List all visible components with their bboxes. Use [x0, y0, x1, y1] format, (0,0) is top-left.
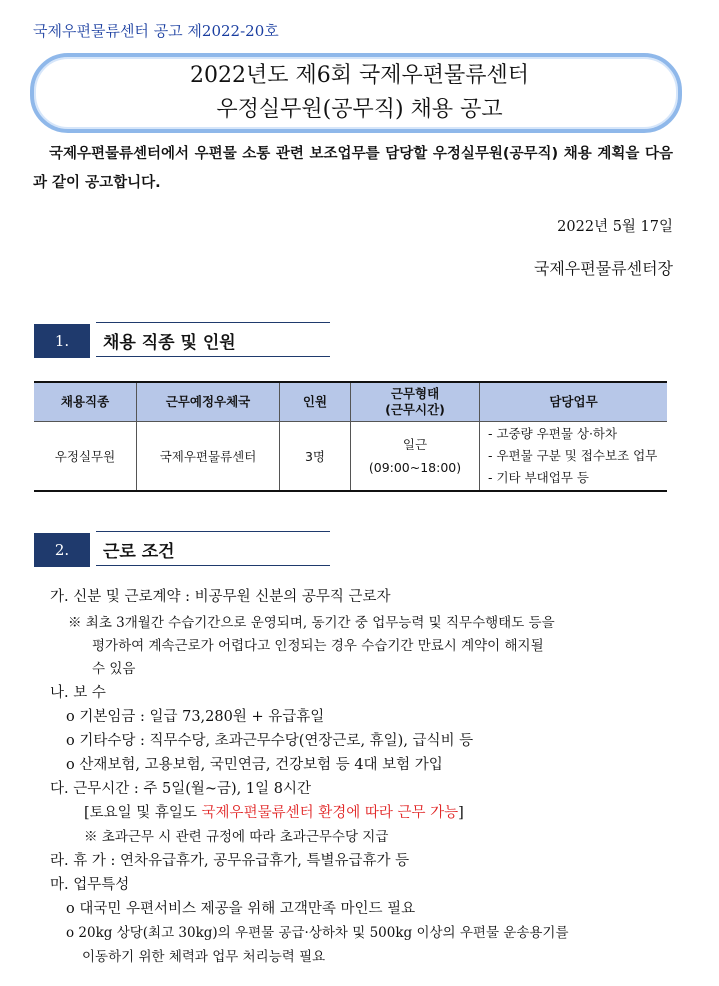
item-na: 나. 보 수	[50, 685, 106, 701]
title-line-1: 2022년도 제6회 국제우편물류센터	[190, 63, 529, 88]
notice-number: 국제우편물류센터 공고 제2022-20호	[33, 22, 279, 40]
header-duties: 담당업무	[480, 382, 668, 422]
cell-job: 우정실무원	[34, 422, 137, 492]
item-ra: 라. 휴 가 : 연차유급휴가, 공무유급휴가, 특별유급휴가 등	[50, 853, 410, 869]
pay-base: o 기본임금 : 일급 73,280원 + 유급휴일	[66, 709, 325, 725]
issuer: 국제우편물류센터장	[533, 259, 673, 278]
section-2-rule-top	[96, 531, 330, 532]
cell-work-type	[351, 422, 480, 492]
item-da: 다. 근무시간 : 주 5일(월~금), 1일 8시간	[50, 781, 311, 797]
header-work-type-line1: 근무형태	[390, 386, 440, 401]
header-work-type-line2: (근무시간)	[385, 402, 445, 417]
cell-work-hours: (09:00~18:00)	[368, 460, 462, 475]
announcement-date: 2022년 5월 17일	[557, 219, 673, 235]
section-1-title: 채용 직종 및 인원	[103, 333, 236, 353]
item-ga: 가. 신분 및 근로계약 : 비공무원 신분의 공무직 근로자	[50, 589, 391, 605]
cell-count: 3명	[280, 422, 351, 492]
work-trait-1: o 대국민 우편서비스 제공을 위해 고객만족 마인드 필요	[66, 901, 416, 917]
note-probation-3: 수 있음	[92, 661, 136, 677]
note-probation-2: 평가하여 계속근로가 어렵다고 인정되는 경우 수습기간 만료시 계약이 해지될	[92, 638, 544, 654]
recruitment-table	[34, 381, 667, 492]
section-2-number: 2.	[34, 533, 90, 567]
duty-item: - 고중량 우편물 상·하차	[488, 426, 618, 441]
section-1-number: 1.	[34, 324, 90, 358]
weekend-note-highlight: 국제우편물류센터 환경에 따라 근무 가능	[201, 805, 459, 821]
title-line-2: 우정실무원(공무직) 채용 공고	[216, 97, 503, 122]
section-1-rule-bottom	[96, 356, 330, 357]
header-job: 채용직종	[34, 382, 137, 422]
cell-work-type-label: 일근	[402, 437, 428, 452]
duty-item: - 우편물 구분 및 접수보조 업무	[488, 448, 658, 463]
cell-duties	[480, 422, 668, 492]
header-work-type	[351, 382, 480, 422]
cell-office: 국제우편물류센터	[137, 422, 280, 492]
note-probation-1: ※ 최초 3개월간 수습기간으로 운영되며, 동기간 중 업무능력 및 직무수행태도 등을	[68, 615, 555, 631]
pay-allowance: o 기타수당 : 직무수당, 초과근무수당(연장근로, 휴일), 급식비 등	[66, 733, 474, 749]
weekend-note-pre: [토요일 및 휴일도	[84, 805, 202, 821]
header-office: 근무예정우체국	[137, 382, 280, 422]
weekend-note-post: ]	[458, 805, 464, 821]
item-ma: 마. 업무특성	[50, 877, 130, 893]
pay-insurance: o 산재보험, 고용보험, 국민연금, 건강보험 등 4대 보험 가입	[66, 757, 443, 773]
work-trait-3: 이동하기 위한 체력과 업무 처리능력 필요	[82, 949, 326, 965]
work-trait-2: o 20kg 상당(최고 30kg)의 우편물 공급·상하차 및 500kg 이상의 우편물 운송용기를	[66, 925, 569, 941]
table-row	[34, 422, 667, 492]
section-2-rule-bottom	[96, 565, 330, 566]
section-2-title: 근로 조건	[103, 542, 175, 562]
duty-item: - 기타 부대업무 등	[488, 470, 589, 485]
intro-paragraph: 국제우편물류센터에서 우편물 소통 관련 보조업무를 담당할 우정실무원(공무직) 채용 계획을 다음과 같이 공고합니다.	[33, 146, 673, 191]
header-count: 인원	[280, 382, 351, 422]
section-1-rule-top	[96, 322, 330, 323]
overtime-note: ※ 초과근무 시 관련 규정에 따라 초과근무수당 지급	[84, 829, 389, 845]
weekend-work-note	[84, 801, 464, 822]
